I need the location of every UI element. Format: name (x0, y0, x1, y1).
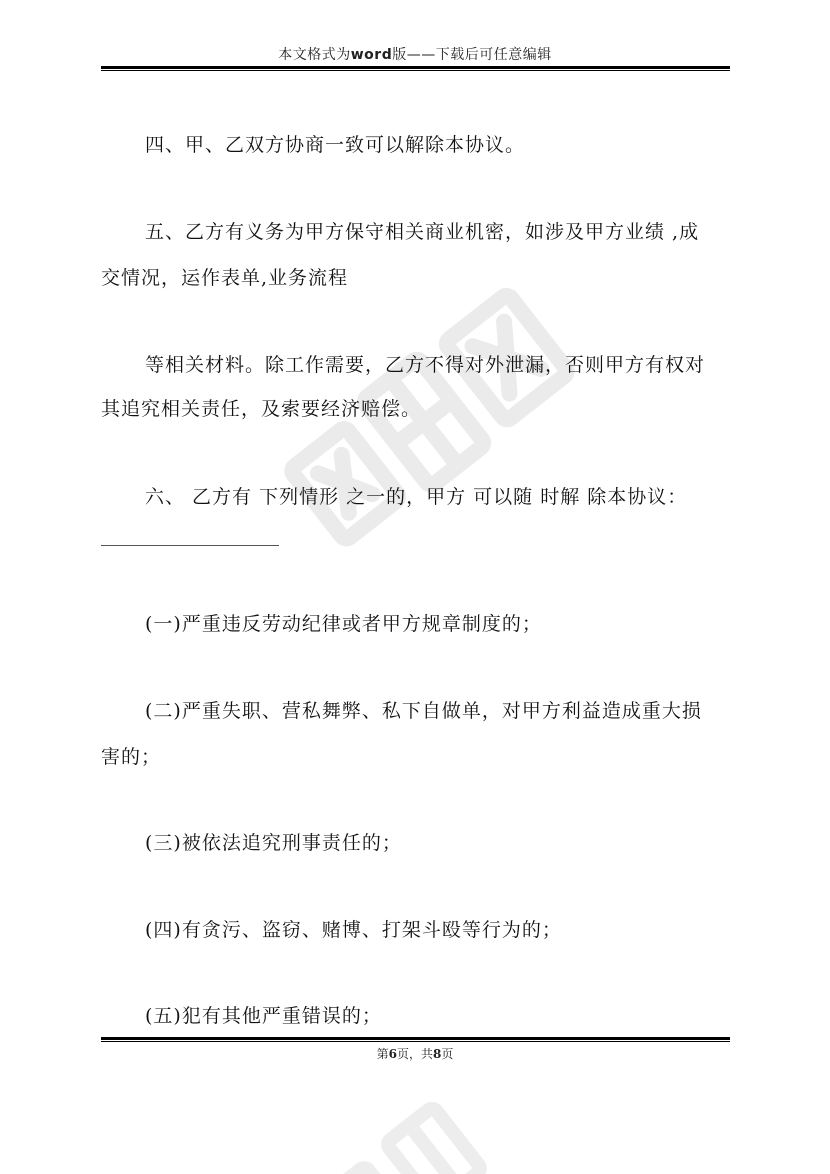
watermark-graphic-bottom (290, 1080, 520, 1174)
clause-5-line-1: 五、乙方有义务为甲方保守相关商业机密，如涉及甲方业绩 ,成 (145, 221, 700, 243)
footer-pre: 第 (376, 1047, 389, 1061)
item-2-line-1: (二)严重失职、营私舞弊、私下自做单，对甲方利益造成重大损 (145, 700, 702, 722)
header-bold: word (350, 47, 393, 63)
clause-5b-line-1: 等相关材料。除工作需要，乙方不得对外泄漏，否则甲方有权对 (145, 354, 706, 376)
page-footer (0, 1045, 830, 1062)
footer-rule-thin (101, 1041, 730, 1042)
clause-5b-line-2: 其追究相关责任，及索要经济赔偿。 (101, 398, 422, 420)
header-rule-thick (101, 66, 730, 69)
footer-page-number: 6 (388, 1047, 397, 1061)
clause-5-line-2: 交情况，运作表单,业务流程 (101, 267, 349, 289)
clause-6: 六、 乙方有 下列情形 之一的，甲方 可以随 时解 除本协议： (145, 486, 688, 508)
fill-in-blank-line (101, 545, 279, 546)
header-prefix: 本文格式为 (278, 47, 351, 63)
item-1: (一)严重违反劳动纪律或者甲方规章制度的； (145, 613, 542, 635)
item-3: (三)被依法追究刑事责任的； (145, 832, 402, 854)
clause-4: 四、甲、乙双方协商一致可以解除本协议。 (145, 134, 526, 156)
item-2-line-2: 害的； (101, 746, 162, 768)
item-4: (四)有贪污、盗窃、赌博、打架斗殴等行为的； (145, 919, 562, 941)
footer-post: 页 (441, 1047, 454, 1061)
footer-rule-thick (101, 1037, 730, 1040)
footer-total-pages: 8 (433, 1047, 442, 1061)
footer-mid: 页，共 (396, 1047, 433, 1061)
page-header (0, 44, 830, 64)
item-5: (五)犯有其他严重错误的； (145, 1005, 382, 1027)
header-suffix: 版——下载后可任意编辑 (392, 47, 552, 63)
header-rule-thin (101, 70, 730, 71)
